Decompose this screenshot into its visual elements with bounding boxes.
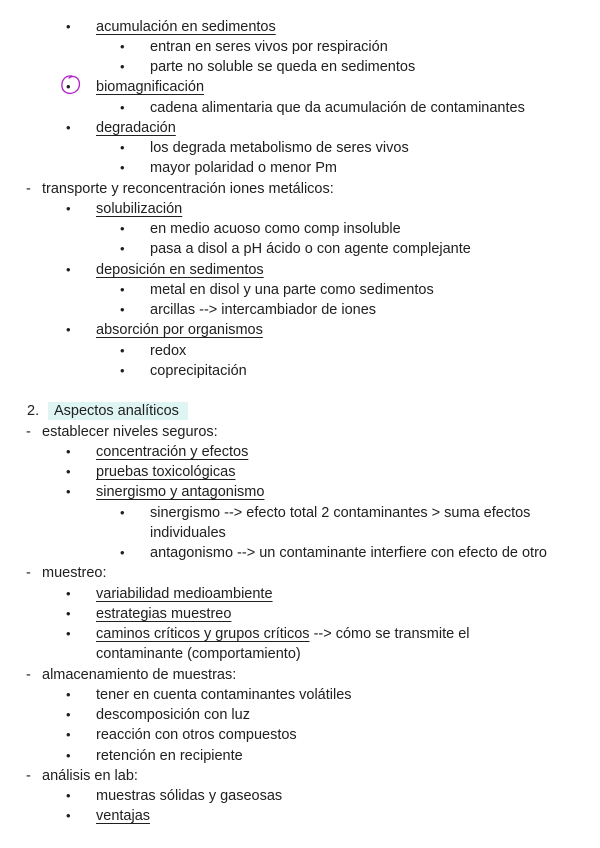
note-line	[0, 624, 600, 644]
topic-heading: establecer niveles seguros:	[42, 424, 218, 440]
bullet-icon: •	[66, 707, 71, 722]
note-line	[0, 138, 600, 158]
note-line	[0, 260, 600, 280]
bullet-icon: •	[66, 262, 71, 277]
note-line	[0, 482, 600, 502]
list-item-text: sinergismo --> efecto total 2 contaminantes > suma efectos	[150, 505, 531, 521]
section-number: 2.	[27, 403, 40, 419]
note-line	[0, 37, 600, 57]
note-line	[0, 442, 600, 462]
list-item-text: antagonismo --> un contaminante interfiere con efecto de otro	[150, 545, 547, 561]
bullet-icon: •	[66, 727, 71, 742]
note-line	[0, 341, 600, 361]
list-item-text: los degrada metabolismo de seres vivos	[150, 140, 409, 156]
list-item-text: contaminante (comportamiento)	[96, 646, 301, 662]
dash-marker: -	[26, 667, 31, 683]
note-line	[0, 685, 600, 705]
dash-marker: -	[26, 768, 31, 784]
bullet-icon: •	[66, 748, 71, 763]
note-line	[0, 503, 600, 523]
bullet-icon: •	[120, 39, 125, 54]
list-item-text: redox	[150, 343, 187, 359]
list-item-text: caminos críticos y grupos críticos --> cómo se transmite el	[96, 626, 470, 642]
list-item-text: mayor polaridad o menor Pm	[150, 160, 337, 176]
list-item-text: coprecipitación	[150, 363, 247, 379]
bullet-icon: •	[66, 444, 71, 459]
note-line	[0, 300, 600, 320]
dash-marker: -	[26, 181, 31, 197]
bullet-icon: •	[120, 505, 125, 520]
list-item-text: solubilización	[96, 201, 183, 217]
note-line	[0, 401, 600, 421]
list-item-text: pasa a disol a pH ácido o con agente complejante	[150, 241, 471, 257]
note-line	[0, 705, 600, 725]
list-item-text: variabilidad medioambiente	[96, 586, 273, 602]
bullet-icon: •	[120, 302, 125, 317]
bullet-icon: •	[66, 687, 71, 702]
bullet-icon: •	[66, 201, 71, 216]
list-item-text: degradación	[96, 120, 176, 136]
note-line	[0, 766, 600, 786]
bullet-icon: •	[66, 322, 71, 337]
note-line	[0, 17, 600, 37]
bullet-icon: •	[120, 241, 125, 256]
note-line	[0, 239, 600, 259]
list-item-text: concentración y efectos	[96, 444, 249, 460]
bullet-icon: •	[66, 120, 71, 135]
bullet-icon: •	[66, 788, 71, 803]
section-heading: Aspectos analíticos	[54, 403, 179, 419]
note-line	[0, 361, 600, 381]
bullet-icon: •	[66, 586, 71, 601]
note-line	[0, 77, 600, 97]
note-line	[0, 786, 600, 806]
note-line	[0, 604, 600, 624]
list-item-text: pruebas toxicológicas	[96, 464, 236, 480]
note-line	[0, 746, 600, 766]
list-item-text: ventajas	[96, 808, 151, 824]
bullet-icon: •	[120, 59, 125, 74]
note-line	[0, 584, 600, 604]
bullet-icon: •	[66, 19, 71, 34]
list-item-text: individuales	[150, 525, 226, 541]
list-item-text: deposición en sedimentos	[96, 262, 264, 278]
list-item-text: tener en cuenta contaminantes volátiles	[96, 687, 352, 703]
list-item-text: descomposición con luz	[96, 707, 250, 723]
topic-heading: transporte y reconcentración iones metálicos:	[42, 181, 334, 197]
list-item-text: metal en disol y una parte como sedimentos	[150, 282, 434, 298]
list-item-text: sinergismo y antagonismo	[96, 484, 265, 500]
list-item-text: entran en seres vivos por respiración	[150, 39, 388, 55]
list-item-text: muestras sólidas y gaseosas	[96, 788, 283, 804]
note-line	[0, 543, 600, 563]
list-item-text: en medio acuoso como comp insoluble	[150, 221, 401, 237]
list-item-text: estrategias muestreo	[96, 606, 232, 622]
bullet-icon: •	[120, 100, 125, 115]
list-item-text: biomagnificación	[96, 79, 205, 95]
note-line	[0, 57, 600, 77]
note-line	[0, 523, 600, 543]
list-item-text: retención en recipiente	[96, 748, 243, 764]
note-line	[0, 199, 600, 219]
note-line	[0, 806, 600, 826]
note-line	[0, 118, 600, 138]
bullet-icon: •	[120, 282, 125, 297]
topic-heading: análisis en lab:	[42, 768, 138, 784]
bullet-icon: •	[120, 160, 125, 175]
list-item-text: absorción por organismos	[96, 322, 263, 338]
bullet-icon: •	[120, 140, 125, 155]
note-line	[0, 280, 600, 300]
list-item-text: acumulación en sedimentos	[96, 19, 276, 35]
bullet-icon: •	[120, 363, 125, 378]
list-item-text: arcillas --> intercambiador de iones	[150, 302, 377, 318]
note-line	[0, 644, 600, 664]
dash-marker: -	[26, 424, 31, 440]
list-item-text: parte no soluble se queda en sedimentos	[150, 59, 416, 75]
bullet-icon: •	[66, 79, 71, 94]
list-item-text: cadena alimentaria que da acumulación de contaminantes	[150, 100, 525, 116]
note-line	[0, 563, 600, 583]
note-line	[0, 219, 600, 239]
note-line	[0, 462, 600, 482]
bullet-icon: •	[66, 808, 71, 823]
bullet-icon: •	[120, 221, 125, 236]
bullet-icon: •	[66, 464, 71, 479]
note-line	[0, 179, 600, 199]
note-line	[0, 320, 600, 340]
note-line	[0, 422, 600, 442]
note-line	[0, 98, 600, 118]
note-line	[0, 725, 600, 745]
bullet-icon: •	[66, 606, 71, 621]
list-item-text: reacción con otros compuestos	[96, 727, 297, 743]
note-line	[0, 665, 600, 685]
topic-heading: almacenamiento de muestras:	[42, 667, 237, 683]
topic-heading: muestreo:	[42, 565, 107, 581]
bullet-icon: •	[66, 484, 71, 499]
dash-marker: -	[26, 565, 31, 581]
bullet-icon: •	[120, 343, 125, 358]
bullet-icon: •	[120, 545, 125, 560]
note-line	[0, 158, 600, 178]
bullet-icon: •	[66, 626, 71, 641]
